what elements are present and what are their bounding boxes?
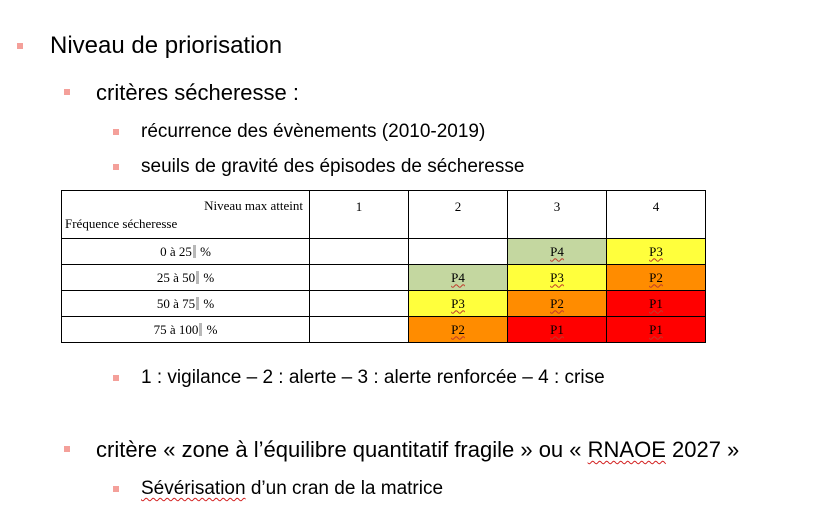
row-frequency: 25 à 50 % bbox=[62, 265, 310, 291]
matrix-corner-header bbox=[62, 191, 310, 239]
severisation-rest: d’un cran de la matrice bbox=[245, 478, 444, 499]
bullet-marker bbox=[113, 164, 119, 170]
level-legend: 1 : vigilance – 2 : alerte – 3 : alerte renforcée – 4 : crise bbox=[141, 367, 605, 388]
priority-cell: P2 bbox=[508, 291, 607, 317]
bullet-marker bbox=[113, 375, 119, 381]
table-row bbox=[62, 265, 706, 291]
item-recurrence: récurrence des évènements (2010-2019) bbox=[141, 121, 486, 142]
row-frequency: 50 à 75 % bbox=[62, 291, 310, 317]
criterion-rnaoe: RNAOE bbox=[587, 437, 666, 462]
priority-cell bbox=[310, 291, 409, 317]
criterion-prefix: critère « zone à l’équilibre quantitatif fragile » ou « bbox=[96, 437, 588, 462]
table-row bbox=[62, 317, 706, 343]
bullet-marker bbox=[64, 446, 70, 452]
priority-cell: P1 bbox=[607, 291, 706, 317]
slide-title: Niveau de priorisation bbox=[50, 32, 283, 59]
column-header: 2 bbox=[409, 191, 508, 239]
priority-cell: P3 bbox=[607, 239, 706, 265]
header-frequence: Fréquence sécheresse bbox=[65, 216, 178, 231]
severisation-word: Sévérisation bbox=[141, 478, 246, 499]
priority-cell: P3 bbox=[409, 291, 508, 317]
bullet-marker bbox=[64, 89, 70, 95]
criterion-line bbox=[96, 437, 739, 463]
priority-cell: P2 bbox=[409, 317, 508, 343]
criterion-suffix: 2027 » bbox=[665, 437, 740, 462]
priority-cell bbox=[310, 265, 409, 291]
priority-cell: P2 bbox=[607, 265, 706, 291]
item-seuils: seuils de gravité des épisodes de sécheresse bbox=[141, 156, 525, 177]
priority-matrix bbox=[61, 190, 706, 343]
column-header: 4 bbox=[607, 191, 706, 239]
row-frequency: 75 à 100 % bbox=[62, 317, 310, 343]
table-row bbox=[62, 291, 706, 317]
priority-cell: P3 bbox=[508, 265, 607, 291]
bullet-marker bbox=[113, 129, 119, 135]
priority-cell: P1 bbox=[607, 317, 706, 343]
severisation-line bbox=[141, 478, 443, 500]
priority-cell bbox=[310, 317, 409, 343]
bullet-marker bbox=[113, 486, 119, 492]
sub-heading: critères sécheresse : bbox=[96, 80, 299, 105]
bullet-marker bbox=[17, 43, 23, 49]
priority-cell: P4 bbox=[508, 239, 607, 265]
column-header: 1 bbox=[310, 191, 409, 239]
column-header: 3 bbox=[508, 191, 607, 239]
row-frequency: 0 à 25 % bbox=[62, 239, 310, 265]
table-row bbox=[62, 239, 706, 265]
priority-cell bbox=[310, 239, 409, 265]
priority-cell: P1 bbox=[508, 317, 607, 343]
priority-cell bbox=[409, 239, 508, 265]
priority-cell: P4 bbox=[409, 265, 508, 291]
header-niveau-max: Niveau max atteint bbox=[204, 198, 303, 213]
